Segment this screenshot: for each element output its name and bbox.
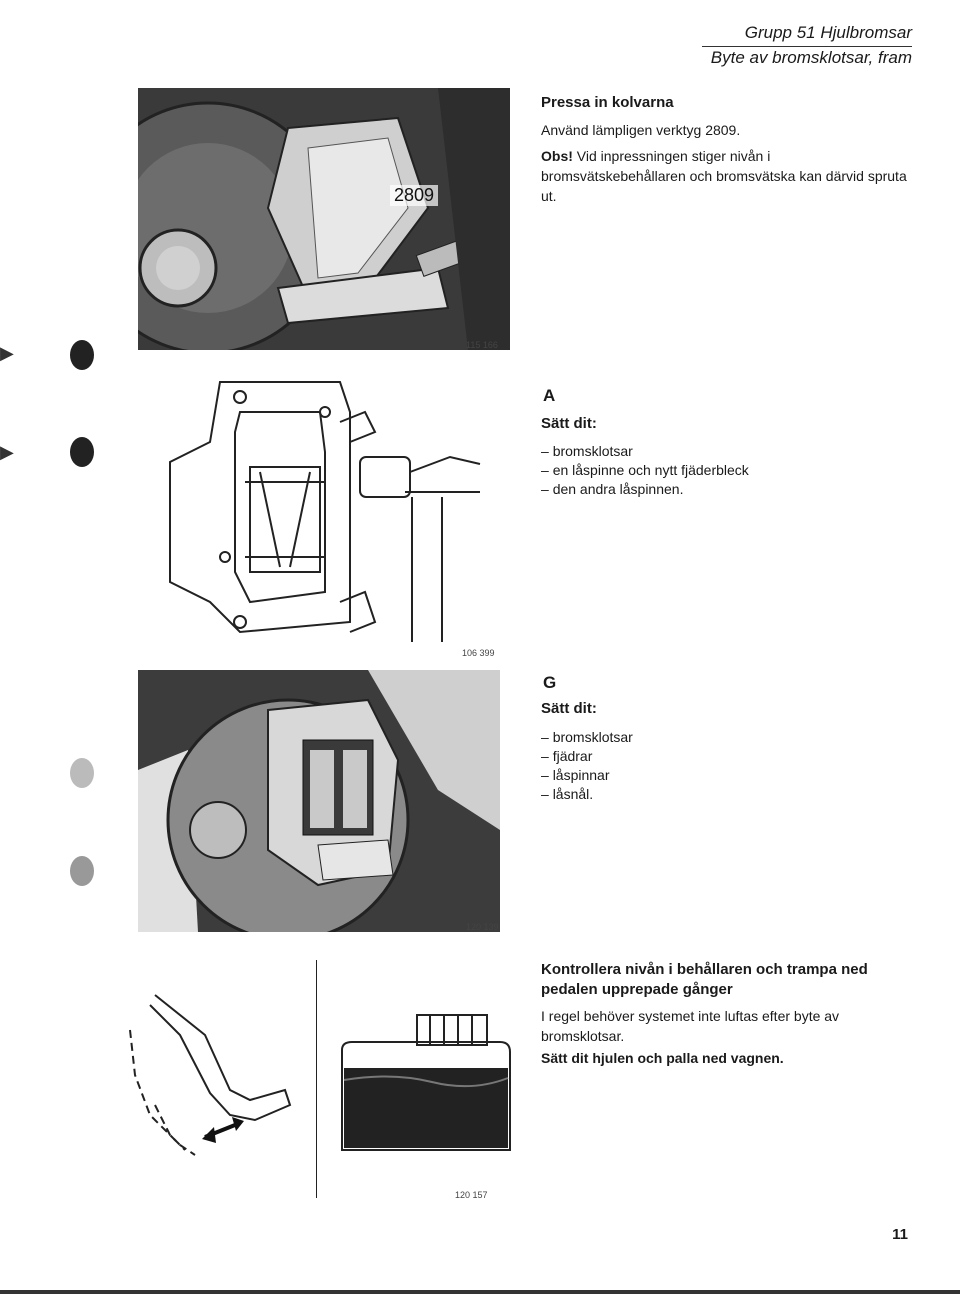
scan-edge-bar [0,1290,960,1294]
list-item: – låspinnar [541,766,633,785]
figure-number: 115 166 [466,340,498,350]
parts-list [541,442,749,499]
header-group-title: Grupp 51 Hjulbromsar [744,23,912,42]
header-rule [702,46,912,47]
binder-hole [70,856,94,886]
binder-hole [70,340,94,370]
list-item: – bromsklotsar [541,728,633,747]
list-item: – en låspinne och nytt fjäderbleck [541,461,749,480]
section-text: I regel behöver systemet inte luftas efter byte av bromsklotsar. [541,1008,840,1044]
binder-arrow-icon: ▶ [0,442,14,462]
page-number: 11 [892,1226,908,1243]
binder-hole [70,758,94,788]
section-letter: G [543,673,557,692]
section-text-bold: Sätt dit hjulen och palla ned vagnen. [541,1050,784,1066]
list-item: – fjädrar [541,747,633,766]
figure-number: 120 157 [455,1190,488,1200]
section-letter: A [543,386,556,405]
fluid-reservoir-drawing [332,1010,522,1160]
section-heading: Pressa in kolvarna [541,94,674,111]
note-paragraph [541,146,913,206]
page-header [745,22,912,44]
list-item: – bromsklotsar [541,442,749,461]
binder-arrow-icon: ▶ [0,343,14,363]
figure-number: 106 399 [462,648,495,658]
parts-list [541,728,633,804]
tool-label: 2809 [390,185,438,206]
header-subtitle: Byte av bromsklotsar, fram [710,48,912,67]
caliper-line-drawing [150,372,500,657]
section-heading: Sätt dit: [541,700,597,717]
brake-caliper-photo [138,670,500,932]
binder-hole [70,437,94,467]
section-heading: Kontrollera nivån i behållaren och trampa ned pedalen upprepade gånger [541,961,868,998]
brake-pedal-drawing [110,975,320,1175]
section-text: Använd lämpligen verktyg 2809. [541,122,741,138]
note-text: Vid inpressningen stiger nivån i bromsvätskebehållaren och bromsvätska kan därvid spruta ut. [541,148,907,204]
divider [316,960,317,1198]
brake-caliper-photo [138,88,510,350]
list-item: – den andra låspinnen. [541,480,749,499]
section-heading: Sätt dit: [541,415,597,432]
list-item: – låsnål. [541,785,633,804]
figure-number: 120 139 [466,922,499,932]
note-label: Obs! [541,148,573,164]
